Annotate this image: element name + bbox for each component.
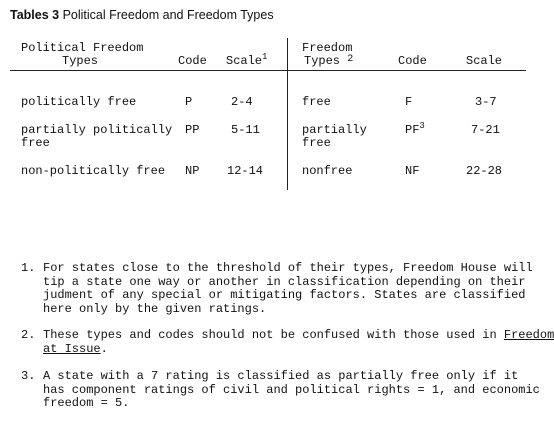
cell-f-code-1: F (405, 95, 413, 109)
cell-f-scale-3: 22-28 (466, 164, 503, 178)
table-number: Tables 3 (10, 8, 60, 22)
cell-pf-scale-2: 5-11 (231, 123, 260, 137)
table-title: Political Freedom and Freedom Types (62, 8, 274, 22)
cell-f-type-1: free (302, 95, 331, 109)
column-divider (287, 38, 288, 190)
header-code-right: Code (398, 54, 427, 68)
header-scale-left: Scale$^1$ (226, 52, 268, 68)
cell-f-code-3: NF (405, 164, 420, 178)
cell-f-type-3: nonfree (302, 164, 353, 178)
freedom-at-issue-title-part2: at Issue (43, 341, 101, 356)
header-code-left: Code (178, 54, 207, 68)
cell-f-scale-1: 3-7 (475, 95, 497, 109)
header-scale-right: Scale (466, 54, 503, 68)
cell-pf-type-1: politically free (21, 95, 137, 109)
footnote-3-line: has component ratings of civil and political rights = 1, and economic (43, 382, 540, 397)
header-political-freedom-types-line2: Types (62, 54, 99, 68)
footnote-3-line: freedom = 5. (43, 396, 130, 410)
freedom-at-issue-title-part1: Freedom (503, 328, 554, 342)
table-caption (10, 8, 274, 22)
cell-f-scale-2: 7-21 (471, 123, 500, 137)
cell-pf-type-3: non-politically free (21, 164, 166, 178)
footnote-1-line: tip a state one way or another in classification depending on their (43, 274, 526, 289)
footnote-2-line1: These types and codes should not be confused with those used in Freedom (43, 328, 554, 342)
footnote-1-line: For states close to the threshold of their types, Freedom House will (43, 261, 533, 275)
cell-pf-code-3: NP (185, 164, 200, 178)
cell-pf-code-2: PP (185, 123, 200, 137)
cell-pf-code-1: P (185, 95, 193, 109)
footnote-3-number: 3. (21, 369, 36, 383)
cell-f-code-2: $PF^3$ (405, 121, 425, 137)
cell-pf-type-2: partially politically (21, 123, 173, 137)
cell-pf-scale-3: 12-14 (227, 164, 264, 178)
footnote-1-number: 1. (21, 261, 36, 275)
header-freedom-types-line2: Types $^2$ (304, 54, 354, 68)
footnote-1-line: here only by the given ratings. (43, 301, 267, 316)
footnote-2-number: 2. (21, 328, 36, 342)
footnote-1-line: judment of any special or mitigating factors. States are classified (43, 288, 526, 302)
cell-f-type-2-cont: free (302, 136, 331, 150)
footnote-2-line2: at Issue. (43, 341, 108, 356)
cell-pf-type-2-cont: free (21, 136, 50, 150)
cell-pf-scale-1: 2-4 (231, 95, 253, 109)
header-freedom-types-line1: Freedom (302, 41, 353, 55)
header-divider (10, 70, 526, 71)
header-political-freedom-types-line1: Political Freedom (21, 41, 144, 55)
cell-f-type-2: partially (302, 123, 367, 137)
footnote-3-line: A state with a 7 rating is classified as partially free only if it (43, 369, 519, 383)
